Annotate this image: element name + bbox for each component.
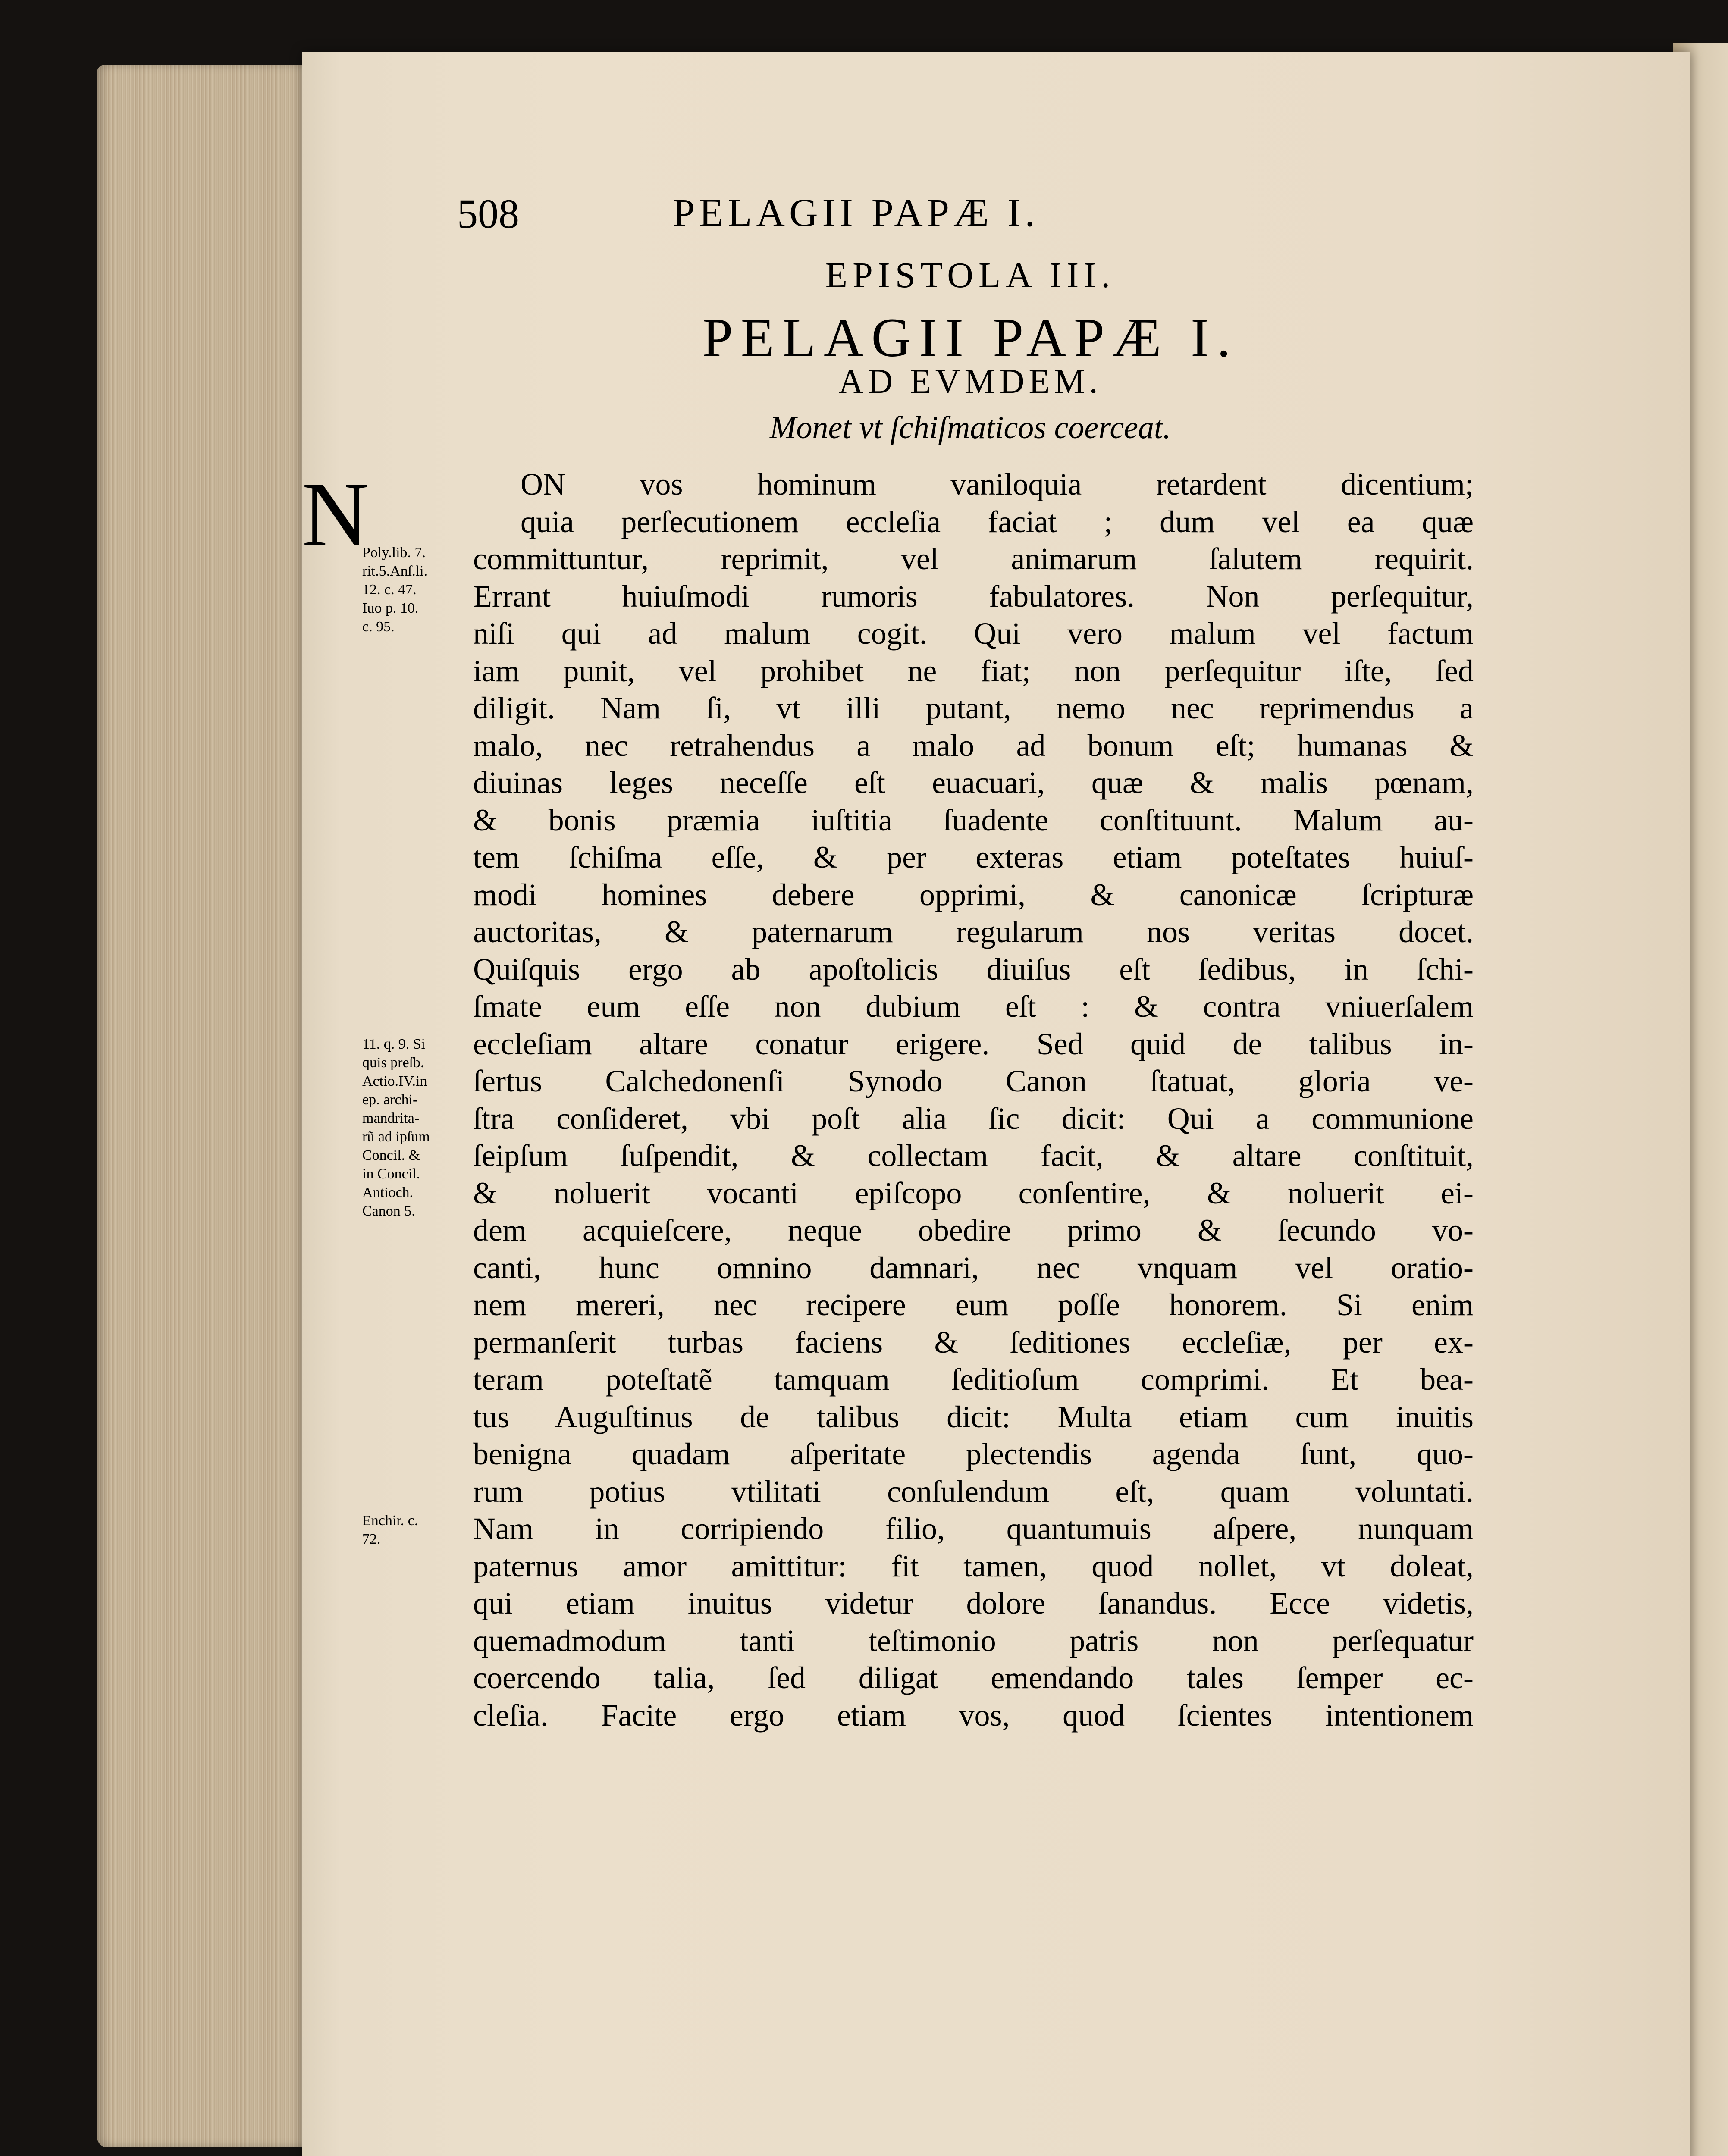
margin-note-2 bbox=[362, 1035, 466, 1220]
recipient-title: AD EVMDEM. bbox=[838, 363, 1102, 401]
text-line: committuntur, reprimit, vel animarum ſalutem requirit. bbox=[473, 542, 1474, 576]
text-line: Nam in corripiendo filio, quantumuis aſpere, nunquam bbox=[473, 1511, 1474, 1546]
drop-cap: N bbox=[302, 463, 369, 566]
text-line: permanſerit turbas faciens & ſeditiones eccleſiæ, per ex- bbox=[473, 1325, 1474, 1360]
text-line: quemadmodum tanti teſtimonio patris non perſequatur bbox=[473, 1623, 1474, 1658]
book-page-edges bbox=[97, 65, 313, 2147]
text-line: Errant huiuſmodi rumoris fabulatores. Non perſequitur, bbox=[473, 579, 1474, 614]
pope-title: PELAGII PAPÆ I. bbox=[702, 307, 1239, 368]
text-line: qui etiam inuitus videtur dolore ſanandus. Ecce videtis, bbox=[473, 1586, 1474, 1620]
text-line: tus Auguſtinus de talibus dicit: Multa etiam cum inuitis bbox=[473, 1399, 1474, 1434]
margin-note-line: 72. bbox=[362, 1531, 381, 1547]
margin-note-line: rũ ad ipſum bbox=[362, 1129, 430, 1145]
margin-note-line: Actio.IV.in bbox=[362, 1073, 427, 1089]
margin-note-3 bbox=[362, 1511, 466, 1548]
margin-note-line: 12. c. 47. bbox=[362, 582, 417, 598]
margin-note-line: Iuo p. 10. bbox=[362, 600, 419, 616]
margin-note-1 bbox=[362, 543, 466, 636]
text-line: ſeipſum ſuſpendit, & collectam facit, & altare conſtituit, bbox=[473, 1138, 1474, 1173]
text-line: dem acquieſcere, neque obedire primo & ſecundo vo- bbox=[473, 1213, 1474, 1247]
text-line: nem mereri, nec recipere eum poſſe honorem. Si enim bbox=[473, 1288, 1474, 1322]
letter-body bbox=[473, 466, 1474, 1734]
text-line: paternus amor amittitur: fit tamen, quod nollet, vt doleat, bbox=[473, 1548, 1474, 1583]
running-head: PELAGII PAPÆ I. bbox=[673, 191, 1039, 235]
text-line: ſtra conſideret, vbi poſt alia ſic dicit: Qui a communione bbox=[473, 1101, 1474, 1136]
page-number: 508 bbox=[457, 191, 519, 237]
text-line: coercendo talia, ſed diligat emendando tales ſemper ec- bbox=[473, 1661, 1474, 1695]
text-line: tem ſchiſma eſſe, & per exteras etiam poteſtates huiuſ- bbox=[473, 840, 1474, 874]
text-line: & noluerit vocanti epiſcopo conſentire, & noluerit ei- bbox=[473, 1175, 1474, 1210]
text-line: canti, hunc omnino damnari, nec vnquam vel oratio- bbox=[473, 1250, 1474, 1285]
margin-note-line: mandrita- bbox=[362, 1110, 420, 1126]
text-line: benigna quadam aſperitate plectendis agenda ſunt, quo- bbox=[473, 1437, 1474, 1471]
letter-summary: Monet vt ſchiſmaticos coerceat. bbox=[769, 410, 1171, 445]
margin-note-line: c. 95. bbox=[362, 619, 395, 635]
text-line: diligit. Nam ſi, vt illi putant, nemo nec reprimendus a bbox=[473, 691, 1474, 725]
margin-note-line: Antioch. bbox=[362, 1185, 414, 1200]
text-line: Quiſquis ergo ab apoſtolicis diuiſus eſt ſedibus, in ſchi- bbox=[473, 952, 1474, 987]
epistola-title: EPISTOLA III. bbox=[825, 255, 1116, 295]
margin-note-line: Poly.lib. 7. bbox=[362, 545, 426, 561]
margin-note-line: ep. archi- bbox=[362, 1092, 418, 1108]
margin-note-line: rit.5.Anſ.li. bbox=[362, 563, 428, 579]
margin-note-line: Concil. & bbox=[362, 1147, 420, 1163]
text-line: ON vos hominum vaniloquia retardent dicentium; bbox=[521, 467, 1474, 501]
margin-note-line: Enchir. c. bbox=[362, 1513, 418, 1529]
margin-note-line: in Concil. bbox=[362, 1166, 420, 1182]
text-line: malo, nec retrahendus a malo ad bonum eſt; humanas & bbox=[473, 728, 1474, 763]
text-line: niſi qui ad malum cogit. Qui vero malum vel factum bbox=[473, 616, 1474, 651]
text-line: & bonis præmia iuſtitia ſuadente conſtituunt. Malum au- bbox=[473, 802, 1474, 837]
margin-note-line: Canon 5. bbox=[362, 1203, 415, 1219]
page-header bbox=[457, 190, 1466, 259]
text-line: auctoritas, & paternarum regularum nos veritas docet. bbox=[473, 915, 1474, 949]
text-line: cleſia. Facite ergo etiam vos, quod ſcientes intentionem bbox=[473, 1698, 1474, 1733]
text-line: modi homines debere opprimi, & canonicæ ſcripturæ bbox=[473, 877, 1474, 912]
text-line: eccleſiam altare conatur erigere. Sed quid de talibus in- bbox=[473, 1026, 1474, 1061]
text-line: quia perſecutionem eccleſia faciat ; dum vel ea quæ bbox=[521, 504, 1474, 539]
text-line: iam punit, vel prohibet ne fiat; non perſequitur iſte, ſed bbox=[473, 653, 1474, 688]
text-line: teram poteſtatẽ tamquam ſeditioſum comprimi. Et bea- bbox=[473, 1362, 1474, 1397]
margin-note-line: quis preſb. bbox=[362, 1055, 424, 1071]
text-line: ſertus Calchedonenſi Synodo Canon ſtatuat, gloria ve- bbox=[473, 1064, 1474, 1098]
text-line: ſmate eum eſſe non dubium eſt : & contra vniuerſalem bbox=[473, 989, 1474, 1024]
text-line: rum potius vtilitati conſulendum eſt, quam voluntati. bbox=[473, 1474, 1474, 1509]
text-line: diuinas leges neceſſe eſt euacuari, quæ & malis pœnam, bbox=[473, 765, 1474, 800]
margin-note-line: 11. q. 9. Si bbox=[362, 1036, 426, 1052]
